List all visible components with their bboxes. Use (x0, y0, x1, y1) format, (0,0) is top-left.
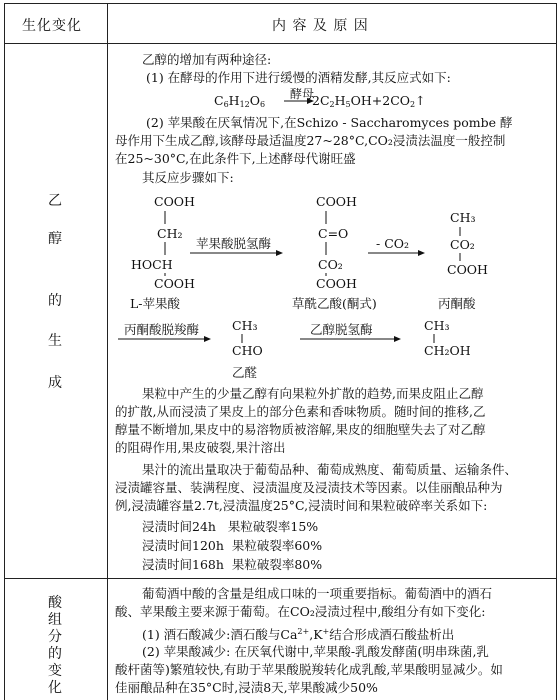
soak-row: 浸渍时间120h 果粒破裂率60% (142, 538, 323, 553)
sec2-label-char: 变 (48, 663, 62, 679)
para3-line4: 的阻碍作用,果皮破裂,果汁溶出 (115, 440, 286, 455)
arrow2-label: - CO₂ (376, 236, 410, 251)
mol3-name: 丙酮酸 (438, 296, 476, 311)
mol1-line1: COOH (154, 194, 195, 209)
mol3-line2: CO₂ (450, 237, 475, 252)
sec1-p2-line2: 母作用下生成乙醇,该酵母最适温度27~28°C,CO₂浸渍法温度一般控制 (115, 133, 506, 148)
mol4-name: 乙醛 (232, 365, 258, 380)
sec2-line5: 酸杆菌等)繁殖较快,有助于苹果酸脱羧转化成乳酸,苹果酸明显减少。如 (115, 662, 503, 677)
para3-line2: 的扩散,从而浸渍了果皮上的部分色素和香味物质。随时间的推移,乙 (115, 404, 486, 419)
sec2-line3: (1) 酒石酸减少:酒石酸与$Ca^{2+},K^+$结合形成酒石酸盐析出 (142, 627, 455, 642)
sec1-label-char: 的 (48, 293, 62, 309)
equation-rhs: $2C_2H_5OH+2CO_2↑$ (312, 93, 426, 109)
para3-line3: 醇量不断增加,果皮中的易溶物质被溶解,果皮的细胞壁失去了对乙醇 (115, 422, 486, 437)
arrow4-label: 乙醇脱氢酶 (310, 322, 373, 337)
mol5-line1: CH₃ (424, 318, 450, 333)
sec2-label-char: 酸 (48, 595, 62, 611)
sec1-label-char: 生 (48, 333, 62, 349)
sec1-label-char: 成 (48, 375, 62, 391)
sec2-label-char: 分 (48, 629, 62, 645)
soak-row: 浸渍时间24h 果粒破裂率15% (142, 519, 319, 534)
sec1-p2-line3: 在25~30°C,在此条件下,上述酵母代谢旺盛 (115, 151, 356, 166)
equation-arrow-label: 酵母 (290, 87, 315, 101)
arrow1-label: 苹果酸脱氢酶 (196, 236, 272, 251)
sec2-line6: 佳丽酿品种在35°C时,浸渍8天,苹果酸减少50% (115, 680, 378, 695)
mol2-line2: C=O (318, 226, 349, 241)
fermentation-equation: $C_6H_{12}O_6$ (214, 93, 266, 109)
sec1-intro: 乙醇的增加有两种途径: (142, 52, 272, 67)
sec1-label-char: 醇 (48, 231, 62, 247)
sec2-label-char: 化 (48, 680, 62, 696)
mol2-line4: COOH (316, 276, 357, 291)
sec2-label-char: 的 (48, 646, 62, 662)
header-col2: 内 容 及 原 因 (272, 18, 369, 34)
mol1-line4: COOH (154, 276, 195, 291)
mol4-line2: CHO (232, 343, 263, 358)
sec2-line1: 葡萄酒中酸的含量是组成口味的一项重要指标。葡萄酒中的酒石 (142, 586, 493, 601)
para4-line1: 果汁的流出量取决于葡萄品种、葡萄成熟度、葡萄质量、运输条件、 (142, 462, 518, 477)
para3-line1: 果粒中产生的少量乙醇有向果粒外扩散的趋势,而果皮阻止乙醇 (142, 386, 484, 401)
mol1-line2: CH₂ (157, 226, 183, 241)
para4-line2: 浸渍罐容量、装满程度、浸渍温度及浸渍技术等因素。以佳丽酿品种为 (115, 480, 503, 495)
sec1-steps: 其反应步骤如下: (142, 170, 234, 185)
sec1-p1: (1) 在酵母的作用下进行缓慢的酒精发酵,其反应式如下: (146, 70, 451, 85)
sec1-label-char: 乙 (48, 193, 62, 209)
sec2-line2: 酸、苹果酸主要来源于葡萄。在CO₂浸渍过程中,酸组分有如下变化: (115, 604, 486, 619)
mol3-line1: CH₃ (450, 210, 476, 225)
mol3-line3: COOH (447, 262, 488, 277)
mol2-name: 草酰乙酸(酮式) (292, 296, 377, 311)
mol1-name: L-苹果酸 (130, 296, 181, 311)
para4-line3: 例,浸渍罐容量2.7t,浸渍温度25°C,浸渍时间和果粒破碎率关系如下: (115, 498, 488, 513)
sec2-line4: (2) 苹果酸减少: 在厌氧代谢中,苹果酸-乳酸发酵菌(明串珠菌,乳 (142, 644, 489, 659)
header-col1: 生化变化 (22, 18, 82, 34)
soak-row: 浸渍时间168h 果粒破裂率80% (142, 557, 323, 572)
mol2-line1: COOH (316, 194, 357, 209)
mol5-line2: CH₂OH (424, 343, 471, 358)
mol4-line1: CH₃ (232, 318, 258, 333)
mol2-line3: CO₂ (318, 257, 343, 272)
sec1-p2-line1: (2) 苹果酸在厌氧情况下,在Schizo - Saccharomyces pombe 酵 (146, 115, 513, 130)
arrow3-label: 丙酮酸脱羧酶 (124, 322, 200, 337)
sec2-label-char: 组 (48, 612, 62, 628)
mol1-line3: HOCH (131, 257, 173, 272)
